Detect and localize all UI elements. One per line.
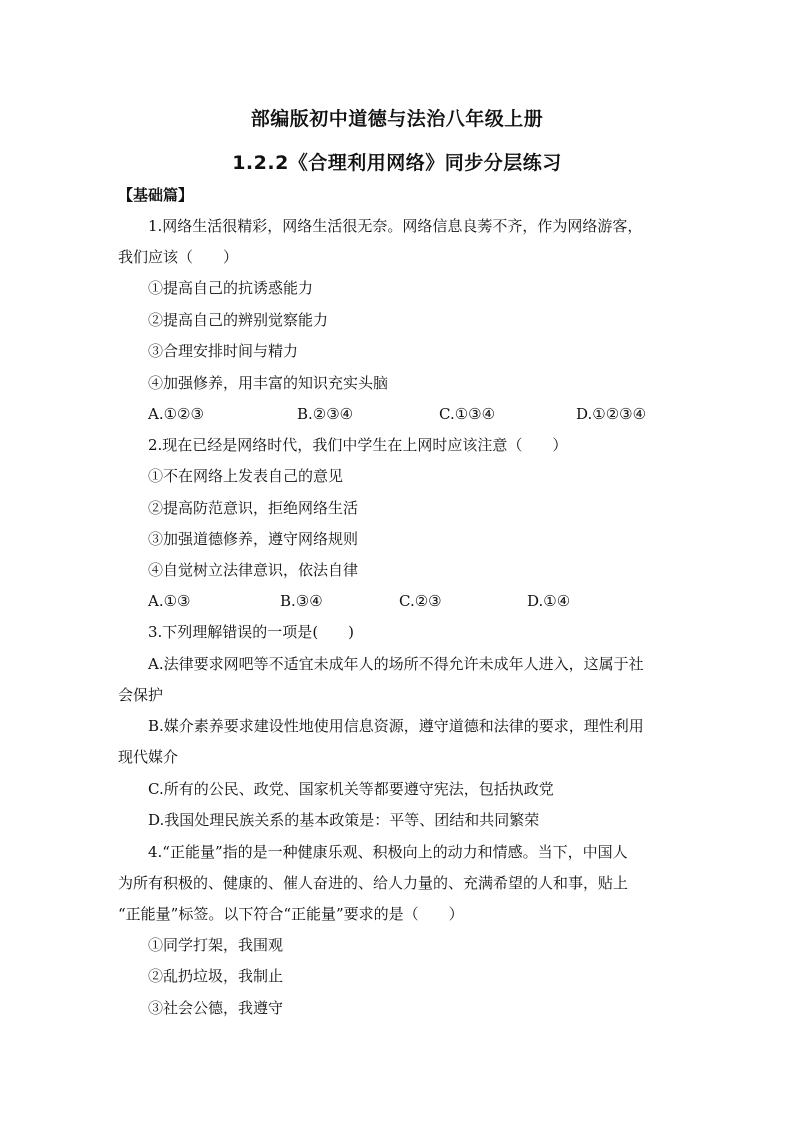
- q4-stem-line3: “正能量”标签。以下符合“正能量”要求的是（ ）: [118, 905, 464, 923]
- q2-item: ③加强道德修养，遵守网络规则: [148, 530, 359, 548]
- q2-item: ①不在网络上发表自己的意见: [148, 467, 344, 485]
- q2-item: ②提高防范意识，拒绝网络生活: [148, 499, 359, 517]
- q4-stem-line2: 为所有积极的、健康的、催人奋进的、给人力量的、充满希望的人和事，贴上: [118, 874, 629, 892]
- q1-item: ④加强修养，用丰富的知识充实头脑: [148, 374, 389, 392]
- q1-option-b: B.②③④: [297, 405, 354, 423]
- q1-item: ②提高自己的辨别觉察能力: [148, 311, 329, 329]
- q4-item: ③社会公德，我遵守: [148, 999, 284, 1017]
- q1-option-d: D.①②③④: [576, 405, 647, 423]
- q3-stem: 3.下列理解错误的一项是( ): [148, 623, 355, 641]
- q3-option-c: C.所有的公民、政党、国家机关等都要遵守宪法，包括执政党: [148, 780, 554, 798]
- q3-option-b-line1: B.媒介素养要求建设性地使用信息资源，遵守道德和法律的要求，理性利用: [148, 717, 644, 735]
- q3-option-d: D.我国处理民族关系的基本政策是：平等、团结和共同繁荣: [148, 811, 540, 829]
- q3-option-a-line1: A.法律要求网吧等不适宜未成年人的场所不得允许未成年人进入，这属于社: [148, 655, 644, 673]
- q2-option-c: C.②③: [399, 592, 442, 610]
- q4-stem-line1: 4.“正能量”指的是一种健康乐观、积极向上的动力和情感。当下，中国人: [148, 843, 628, 861]
- q1-option-c: C.①③④: [439, 405, 496, 423]
- q4-item: ②乱扔垃圾，我制止: [148, 967, 284, 985]
- q3-option-a-line2: 会保护: [118, 686, 164, 704]
- section-heading: 【基础篇】: [118, 186, 194, 204]
- page-subtitle: 1.2.2《合理利用网络》同步分层练习: [232, 152, 562, 174]
- q2-option-a: A.①③: [148, 592, 191, 610]
- q3-option-b-line2: 现代媒介: [118, 748, 179, 766]
- q2-option-b: B.③④: [280, 592, 323, 610]
- q1-item: ①提高自己的抗诱惑能力: [148, 279, 314, 297]
- q2-option-d: D.①④: [527, 592, 571, 610]
- q1-item: ③合理安排时间与精力: [148, 342, 299, 360]
- q1-stem-line2: 我们应该（ ）: [118, 248, 239, 266]
- q4-item: ①同学打架，我围观: [148, 936, 284, 954]
- page-title: 部编版初中道德与法治八年级上册: [250, 108, 544, 130]
- q2-item: ④自觉树立法律意识，依法自律: [148, 561, 359, 579]
- q1-option-a: A.①②③: [148, 405, 204, 423]
- q2-stem: 2.现在已经是网络时代，我们中学生在上网时应该注意（ ）: [148, 436, 568, 454]
- q1-stem-line1: 1.网络生活很精彩，网络生活很无奈。网络信息良莠不齐，作为网络游客，: [148, 217, 643, 235]
